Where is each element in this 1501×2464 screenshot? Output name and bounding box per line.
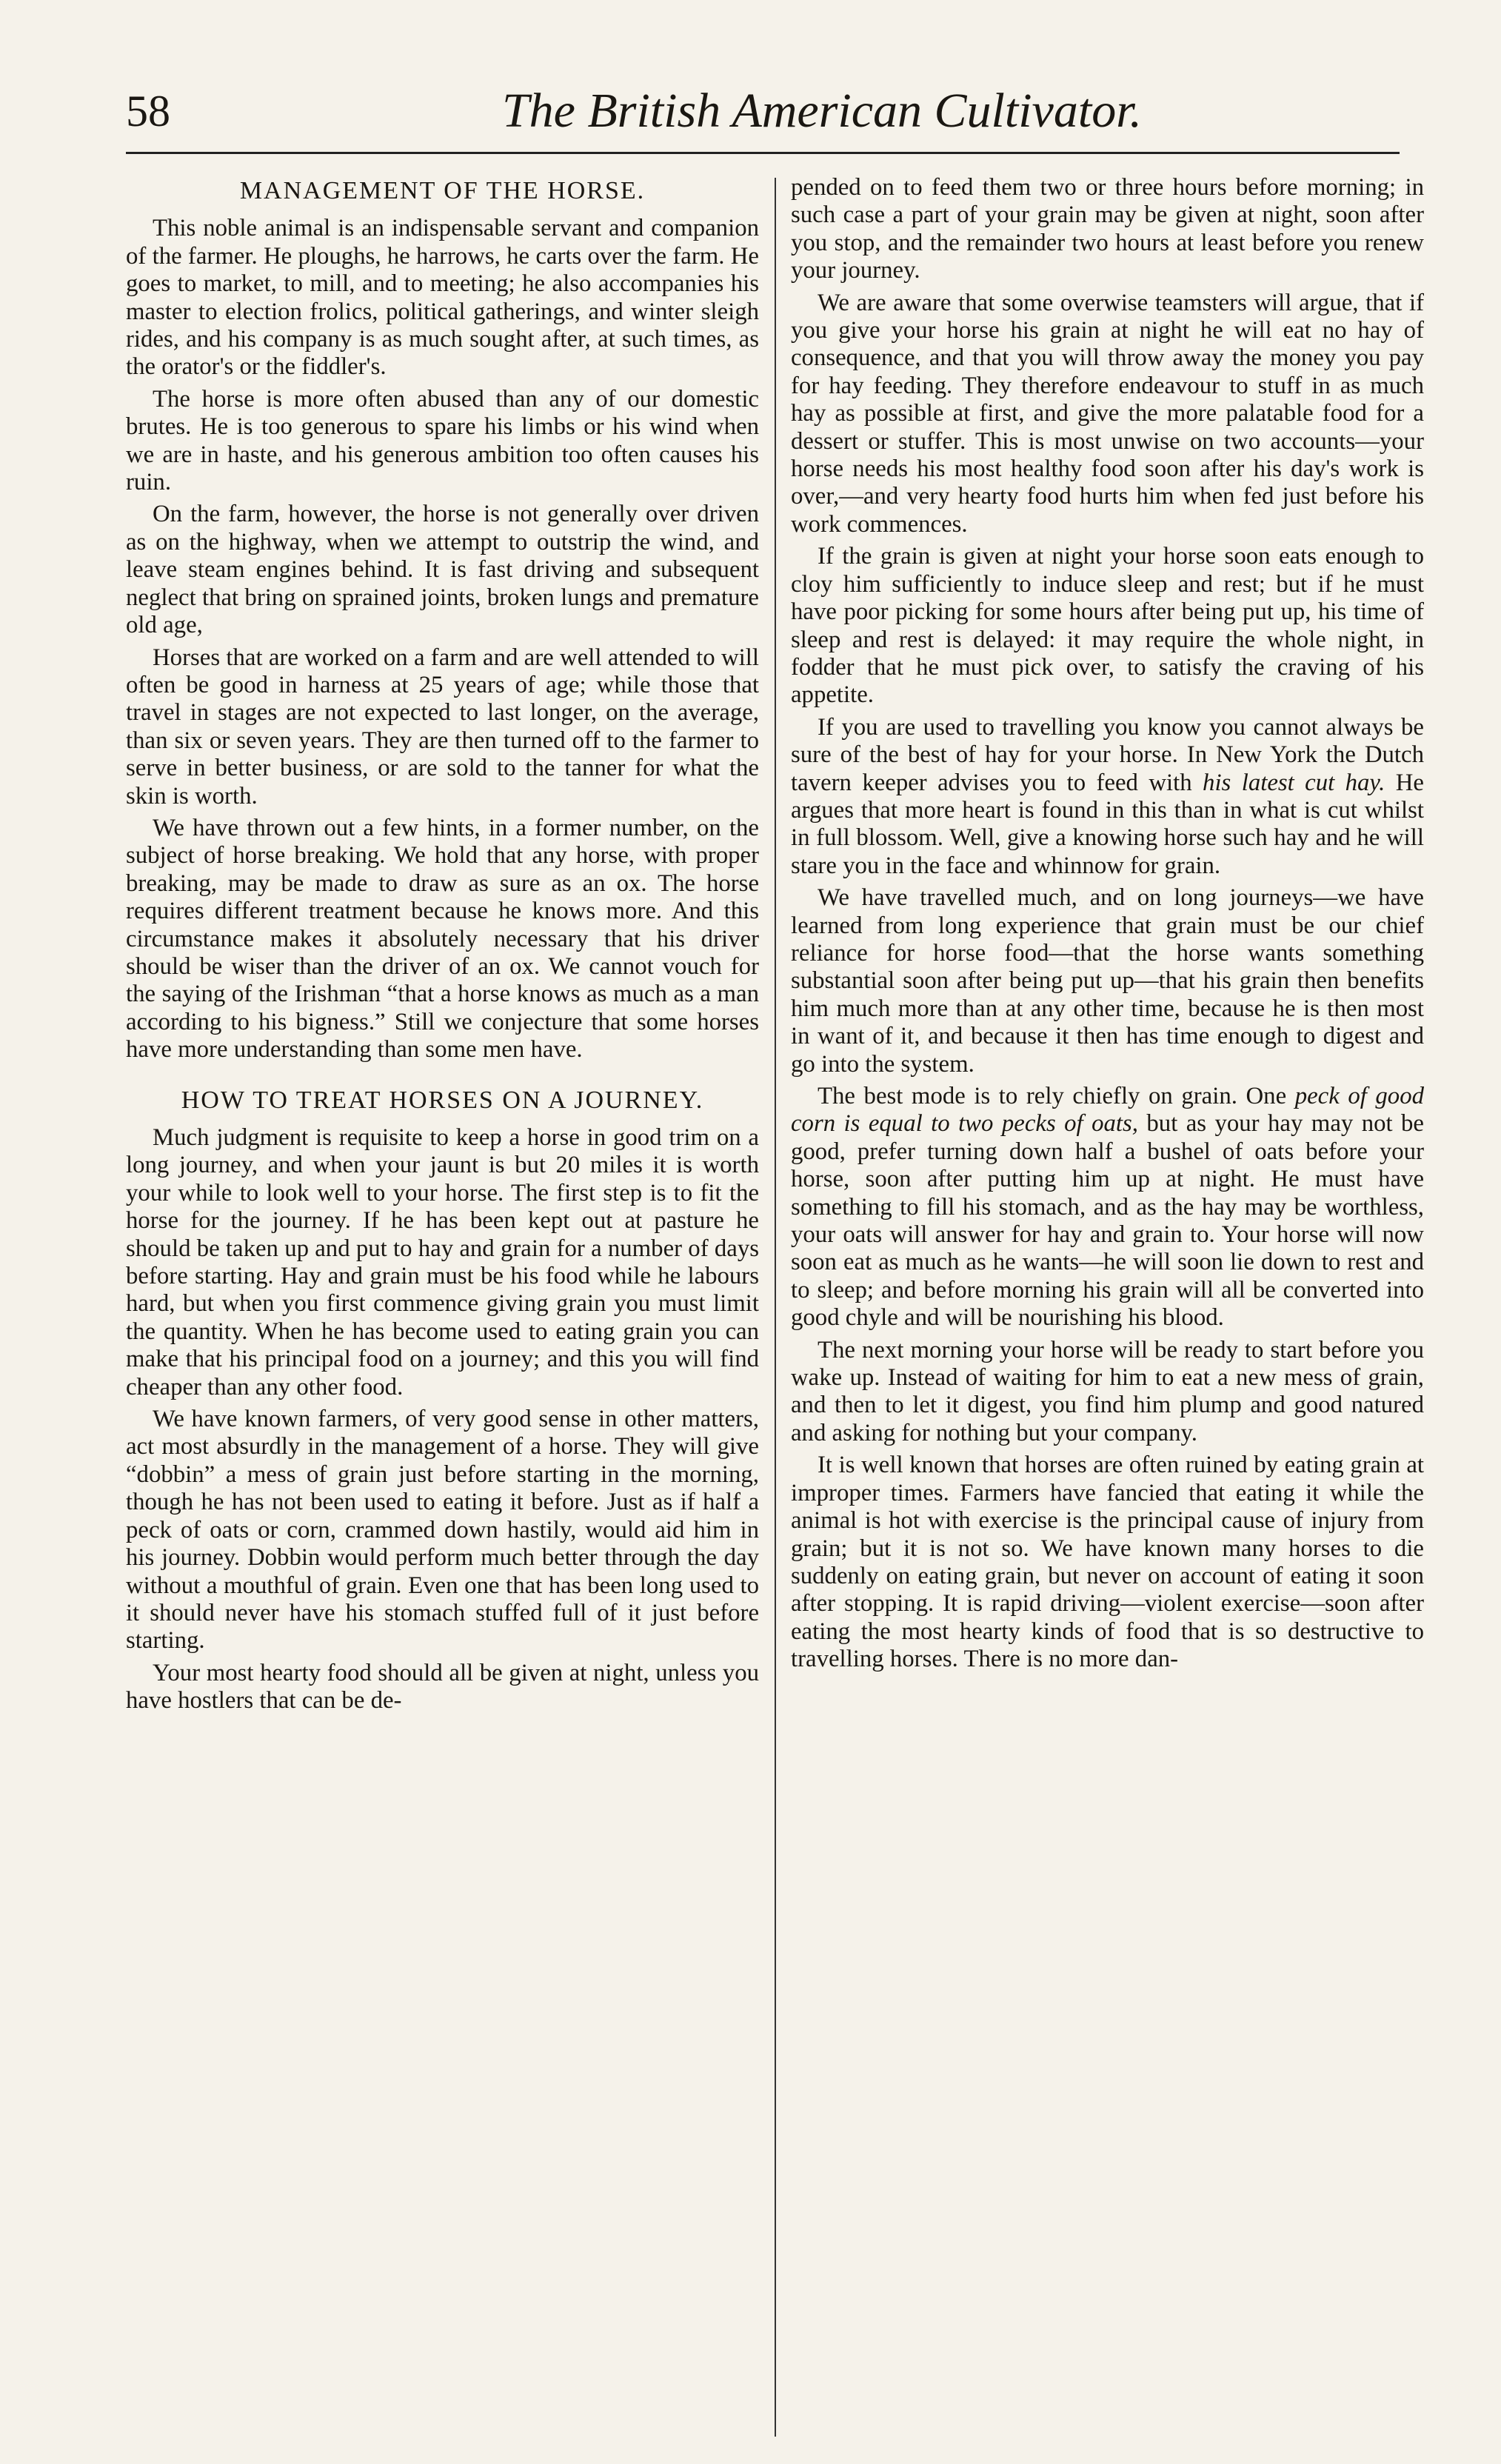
section-title-journey: HOW TO TREAT HORSES ON A JOURNEY. — [181, 1086, 704, 1114]
page-number: 58 — [126, 87, 170, 136]
page-header — [126, 78, 1370, 144]
running-title: The British American Cultivator. — [501, 84, 1143, 138]
paragraph — [791, 1083, 1424, 1332]
paragraph: If the grain is given at night your horse soon eats enough to cloy him sufficiently to induce sleep and rest; but if he must have poor picking for some hours after being put up, his time of sleep and rest is delayed: it may require the whole night, in fodder that he must pick over, to satisfy the craving of his appetite. — [791, 543, 1424, 709]
italic-text: peck of good corn is equal to two pecks of oats, — [791, 1083, 1424, 1138]
column-divider — [775, 178, 776, 2437]
paragraph: The horse is more often abused than any of our domestic brutes. He is too generous to spare his limbs or his wind when we are in haste, and his generous ambition too often causes his ruin. — [126, 385, 759, 496]
paragraph: It is well known that horses are often ruined by eating grain at improper times. Farmers have fancied that eating it while the animal is hot with exercise is the principal cause of injury from grain; but it is not so. We have known many horses to die suddenly on eating grain, but never on account of eating it soon after stopping. It is rapid driving—violent exercise—soon after eating the most hearty kinds of food that is so destructive to travelling horses. There is no more dan- — [791, 1452, 1424, 1673]
paragraph: On the farm, however, the horse is not generally over driven as on the highway, when we attempt to outstrip the wind, and leave steam engines behind. It is fast driving and subsequent neglect that bring on sprained joints, broken lungs and premature old age, — [126, 501, 759, 639]
paragraph — [791, 714, 1424, 880]
text-run: but as your hay may not be good, prefer turning down half a bushel of oats before your horse, soon after putting him up at night. He must have something to fill his stomach, and as the hay may be worthless, your oats will answer for hay and grain to. Your horse will now soon eat as much as he wants—he will soon lie down to rest and to sleep; and before morning his grain will all be converted into good chyle and will be nourishing his blood. — [791, 1110, 1424, 1332]
paragraph: We have travelled much, and on long journeys—we have learned from long experience that grain must be our chief reliance for horse food—that the horse wants something substantial soon after being put up—that his grain then benefits him much more than at any other time, because he is then most in want of it, and because it then has time enough to digest and go into the system. — [791, 884, 1424, 1078]
paragraph: The next morning your horse will be ready to start before you wake up. Instead of waiting for him to eat a new mess of grain, and then to let it digest, you find him plump and good natured and asking for nothing but your company. — [791, 1336, 1424, 1446]
paragraph: This noble animal is an indispensable servant and companion of the farmer. He ploughs, he harrows, he carts over the farm. He goes to market, to mill, and to meeting; he also accompanies his master to election frolics, political gatherings, and winter sleigh rides, and his company is as much sought after, at such times, as the orator's or the fiddler's. — [126, 215, 759, 381]
paragraph: pended on to feed them two or three hours before morning; in such case a part of your grain may be given at night, soon after you stop, and the remainder two hours at least before you renew your journey. — [791, 174, 1424, 284]
header-rule — [126, 152, 1400, 154]
paragraph: We are aware that some overwise teamsters will argue, that if you give your horse his grain at night he will eat no hay of consequence, and that you will throw away the money you pay for hay feeding. They therefore endeavour to stuff in as much hay as possible at first, and give the more palatable food for a dessert or stuffer. This is most unwise on two accounts—your horse needs his most healthy food soon after his day's work is over,—and very hearty food hurts him when fed just before his work commences. — [791, 289, 1424, 538]
paragraph: Much judgment is requisite to keep a horse in good trim on a long journey, and when your jaunt is but 20 miles it is worth your while to look well to your horse. The first step is to fit the horse for the journey. If he has been kept out at pasture he should be taken up and put to hay and grain for a number of days before starting. Hay and grain must be his food while he labours hard, but when you first commence giving grain you must limit the quantity. When he has become used to eating grain you can make that his principal food on a journey; and this you will find cheaper than any other food. — [126, 1124, 759, 1400]
paragraph: We have thrown out a few hints, in a former number, on the subject of horse breaking. We hold that any horse, with proper breaking, may be made to draw as sure as an ox. The horse requires different treatment because he knows more. And this circumstance makes it absolutely necessary that his driver should be wiser than the driver of an ox. We cannot vouch for the saying of the Irishman “that a horse knows as much as a man according to his bigness.” Still we conjecture that some horses have more understanding than some men have. — [126, 814, 759, 1064]
text-run: The best mode is to rely chiefly on grain. One — [818, 1083, 1295, 1109]
text-run: If you are used to travelling you know you cannot always be sure of the best of hay for your horse. In New York the Dutch tavern keeper advises you to feed with — [791, 713, 1424, 796]
paragraph: Horses that are worked on a farm and are well attended to will often be good in harness at 25 years of age; while those that travel in stages are not expected to last longer, on the average, than six or seven years. They are then turned off to the farmer to serve in better business, or are sold to the tanner for what the skin is worth. — [126, 644, 759, 809]
section-title-management: MANAGEMENT OF THE HORSE. — [239, 177, 646, 204]
right-column — [791, 174, 1424, 2444]
paragraph: Your most hearty food should all be given at night, unless you have hostlers that can be de- — [126, 1659, 759, 1715]
paragraph: We have known farmers, of very good sense in other matters, act most absurdly in the management of a horse. They will give “dobbin” a mess of grain just before starting in the morning, though he has not been used to eating it before. Just as if half a peck of oats or corn, crammed down hastily, would aid him in his journey. Dobbin would perform much better through the day without a mouthful of grain. Even one that has been long used to it should never have his stomach stuffed full of it just before starting. — [126, 1406, 759, 1655]
text-run: He argues that more heart is found in this than in what is cut whilst in full blossom. Well, give a knowing horse such hay and he will stare you in the face and whinnow for grain. — [791, 769, 1424, 879]
left-column — [126, 174, 759, 2444]
italic-text: his latest cut hay. — [1203, 769, 1385, 796]
